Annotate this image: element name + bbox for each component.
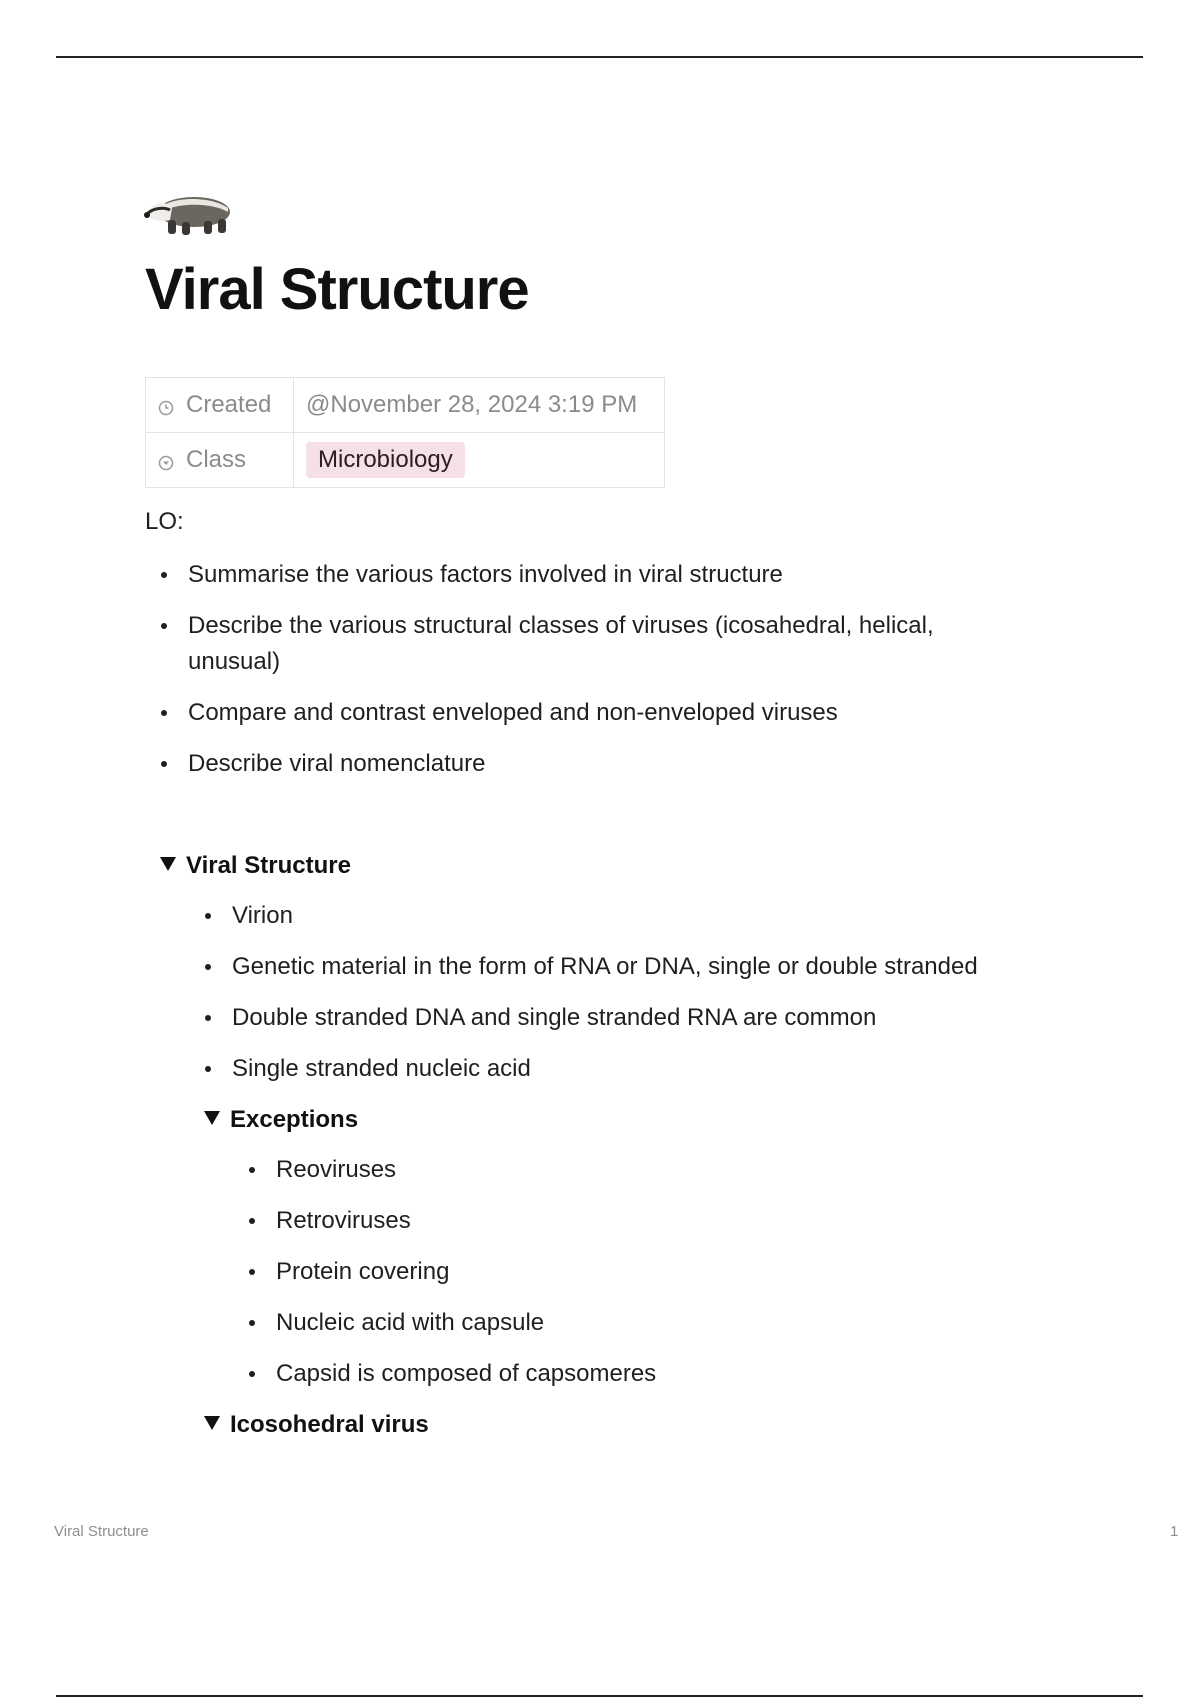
toggle-exceptions[interactable] — [204, 1102, 358, 1138]
viral-structure-list — [189, 898, 1089, 1087]
badger-icon — [142, 188, 234, 244]
list-item: Capsid is composed of capsomeres — [233, 1356, 1093, 1392]
list-item: Double stranded DNA and single stranded RNA are common — [189, 1000, 1089, 1036]
bottom-rule — [56, 1695, 1143, 1697]
toggle-triangle-icon[interactable] — [204, 1111, 220, 1125]
list-item: Single stranded nucleic acid — [189, 1051, 1089, 1087]
property-row-class[interactable] — [146, 433, 665, 488]
property-key-label: Created — [186, 391, 272, 418]
exceptions-list — [233, 1152, 1093, 1392]
list-item: Describe viral nomenclature — [145, 746, 1025, 782]
property-key-created — [146, 378, 294, 433]
top-rule — [56, 56, 1143, 58]
footer-title: Viral Structure — [54, 1523, 149, 1540]
list-item: Reoviruses — [233, 1152, 1093, 1188]
toggle-label: Viral Structure — [186, 852, 351, 879]
page-title: Viral Structure — [145, 257, 529, 322]
footer-page-number: 1 — [1170, 1523, 1179, 1540]
toggle-label: Icosohedral virus — [230, 1411, 429, 1438]
list-item: Summarise the various factors involved in viral structure — [145, 557, 1025, 593]
list-item: Retroviruses — [233, 1203, 1093, 1239]
lo-list — [145, 557, 1025, 782]
list-item: Compare and contrast enveloped and non-enveloped viruses — [145, 695, 1025, 731]
list-item: Genetic material in the form of RNA or DNA, single or double stranded — [189, 949, 1089, 985]
property-value-created[interactable]: @November 28, 2024 3:19 PM — [294, 378, 665, 433]
list-item: Protein covering — [233, 1254, 1093, 1290]
property-row-created[interactable] — [146, 378, 665, 433]
list-item: Describe the various structural classes of viruses (icosahedral, helical, unusual) — [145, 608, 1025, 680]
lo-label: LO: — [145, 508, 184, 535]
toggle-triangle-icon[interactable] — [204, 1416, 220, 1430]
list-item: Nucleic acid with capsule — [233, 1305, 1093, 1341]
select-icon — [158, 455, 174, 471]
properties-table — [145, 377, 665, 488]
property-value-class[interactable] — [294, 433, 665, 488]
list-item: Virion — [189, 898, 1089, 934]
toggle-icosahedral-virus[interactable] — [204, 1407, 429, 1443]
toggle-triangle-icon[interactable] — [160, 857, 176, 871]
property-key-label: Class — [186, 446, 247, 473]
property-key-class — [146, 433, 294, 488]
clock-icon — [158, 400, 174, 416]
toggle-viral-structure[interactable] — [160, 848, 351, 884]
toggle-label: Exceptions — [230, 1106, 359, 1133]
class-tag[interactable]: Microbiology — [306, 442, 465, 478]
